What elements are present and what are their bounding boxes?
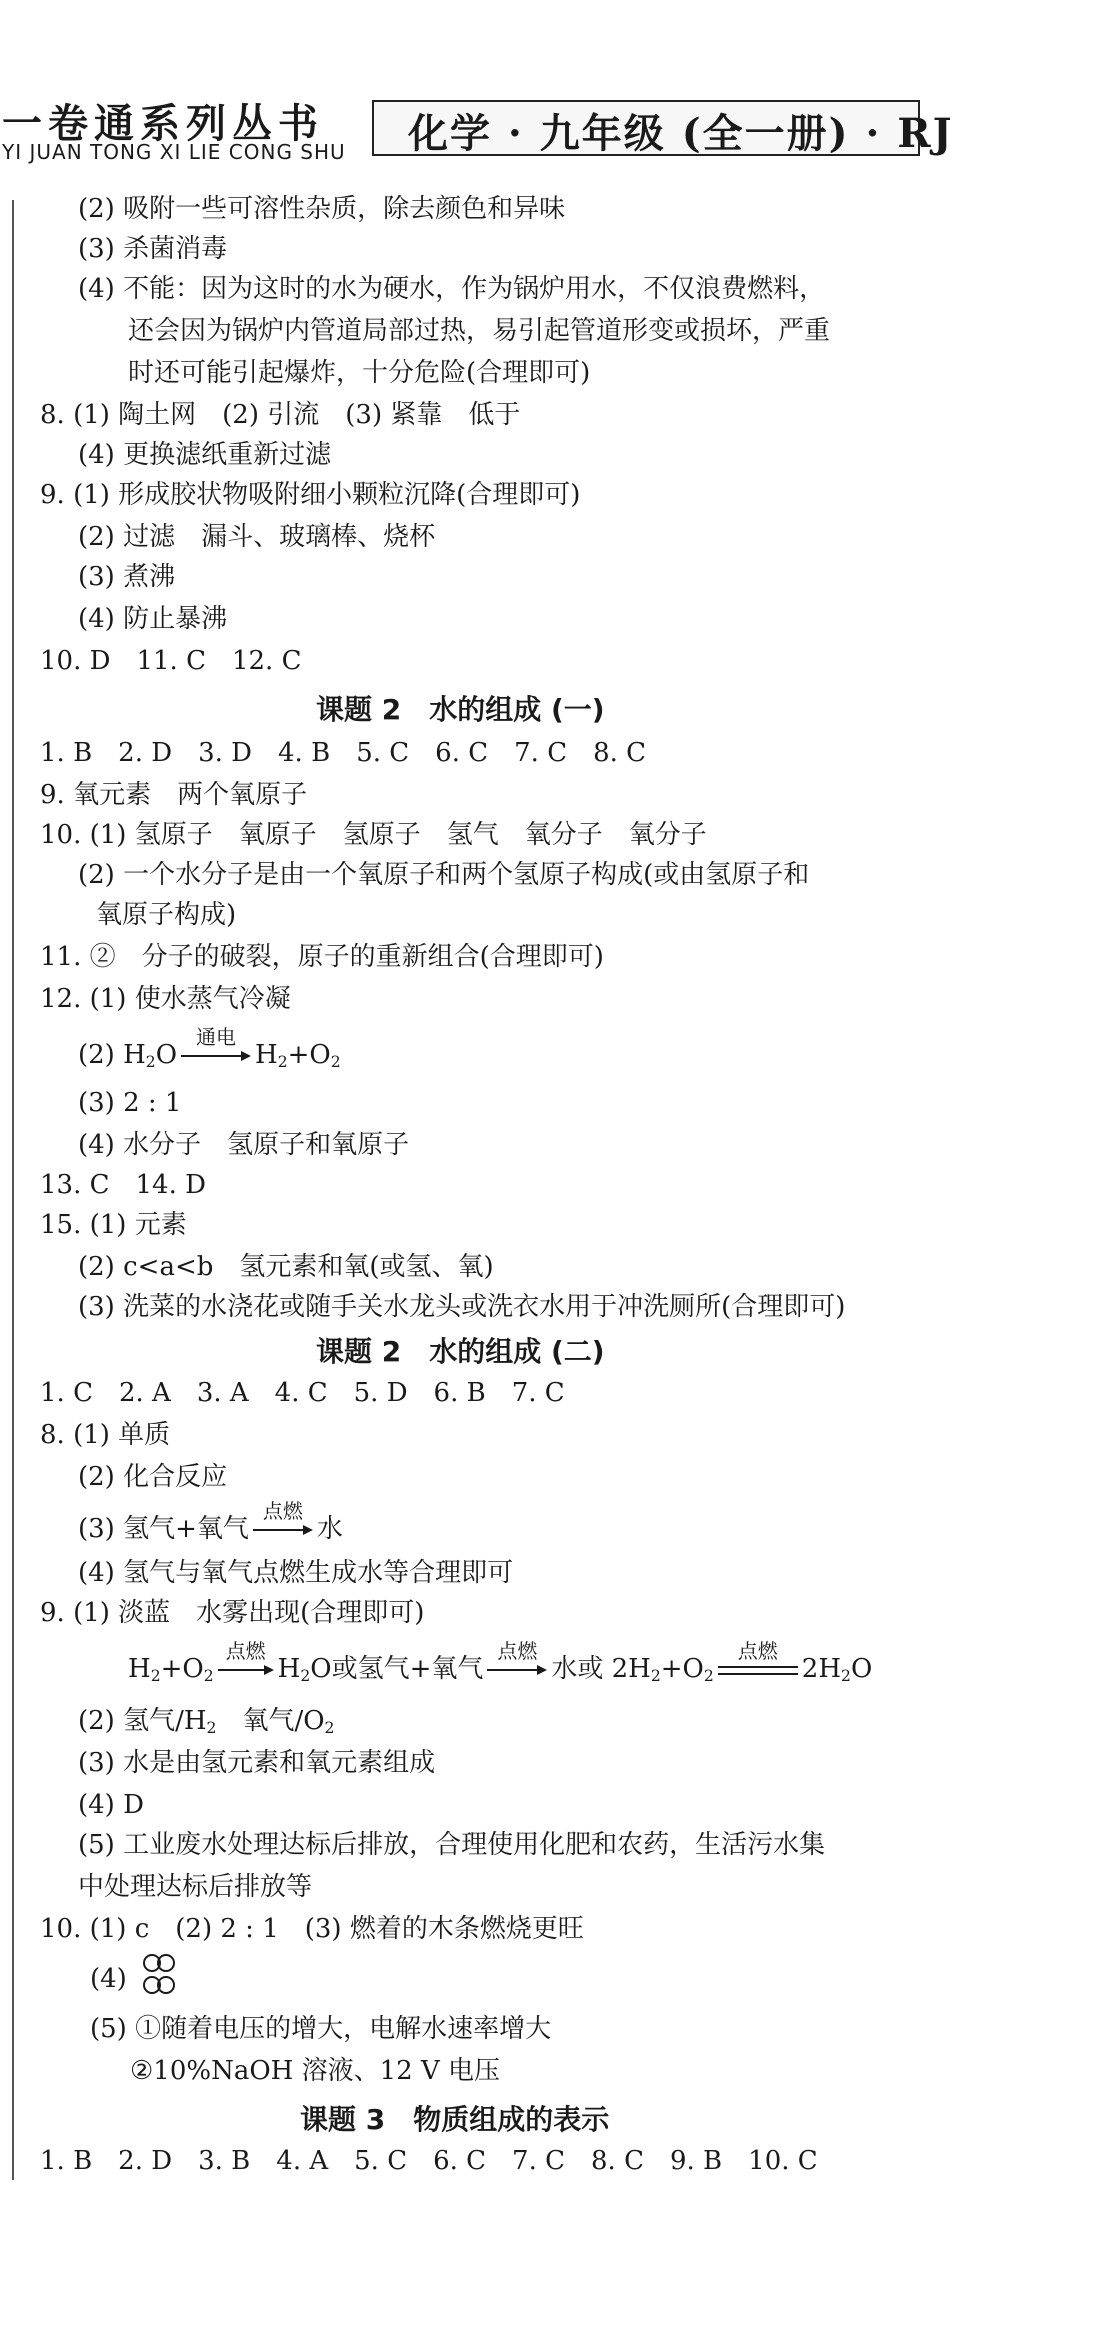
molecule-diagram	[140, 1952, 180, 1996]
answer-line: (4) 更换滤纸重新过滤	[78, 440, 332, 470]
subscript: 2	[206, 1718, 217, 1737]
subscript: 2	[150, 1666, 161, 1685]
answer-line: 1. B 2. D 3. B 4. A 5. C 6. C 7. C 8. C 9. B 10. C	[40, 2146, 818, 2176]
subscript: 2	[145, 1052, 156, 1071]
reaction-condition: 点燃	[262, 1499, 303, 1523]
answer-line: 还会因为锅炉内管道局部过热，易引起管道形变或损坏，严重	[128, 316, 831, 346]
answer-line: 10. (1) c (2) 2 : 1 (3) 燃着的木条燃烧更旺	[40, 1914, 584, 1944]
answer-label: (4)	[90, 1964, 127, 1994]
answer-line: 11. ② 分子的破裂，原子的重新组合(合理即可)	[40, 942, 604, 972]
eq-part: +O	[660, 1654, 704, 1684]
word-equation	[78, 1499, 343, 1546]
eq-part: H	[277, 1654, 301, 1684]
subscript: 2	[203, 1666, 214, 1685]
answer-line: (3) 杀菌消毒	[78, 234, 228, 264]
eq-part: H	[255, 1040, 278, 1070]
answer-line: (2) 一个水分子是由一个氧原子和两个氢原子构成(或由氢原子和	[78, 860, 810, 890]
subscript: 2	[650, 1666, 661, 1685]
answer-line: 9. (1) 淡蓝 水雾出现(合理即可)	[40, 1598, 425, 1628]
answer-line: (5) 工业废水处理达标后排放，合理使用化肥和农药，生活污水集	[78, 1830, 826, 1860]
eq-part: O	[850, 1654, 873, 1684]
reaction-condition: 通电	[196, 1025, 237, 1049]
eq-part: (2) 氢气/H	[78, 1706, 207, 1736]
answer-line: (2) c<a<b 氢元素和氧(或氢、氧)	[78, 1252, 494, 1282]
electrolysis-equation	[78, 1025, 341, 1079]
equals-sign	[718, 1639, 798, 1680]
answer-line: (2) 吸附一些可溶性杂质，除去颜色和异味	[78, 194, 566, 224]
answer-line: 10. (1) 氢原子 氧原子 氢原子 氢气 氧分子 氧分子	[40, 820, 707, 850]
answer-line: (4) 水分子 氢原子和氧原子	[78, 1130, 410, 1160]
eq-part: 水或 2H	[551, 1654, 651, 1684]
answer-line: (4) 氢气与氧气点燃生成水等合理即可	[78, 1558, 514, 1588]
answer-line: (3) 2 : 1	[78, 1088, 182, 1118]
answer-line: 12. (1) 使水蒸气冷凝	[40, 984, 291, 1014]
answer-line: 1. B 2. D 3. D 4. B 5. C 6. C 7. C 8. C	[40, 738, 647, 768]
answer-line: 1. C 2. A 3. A 4. C 5. D 6. B 7. C	[40, 1378, 565, 1408]
section-heading: 课题 2 水的组成 (二)	[316, 1335, 605, 1368]
subscript: 2	[703, 1666, 714, 1685]
answer-line: 9. 氧元素 两个氧原子	[40, 780, 308, 810]
reaction-condition: 点燃	[737, 1639, 778, 1663]
answer-line: (3) 洗菜的水浇花或随手关水龙头或洗衣水用于冲洗厕所(合理即可)	[78, 1292, 846, 1322]
eq-part: (3) 氢气+氧气	[78, 1514, 249, 1544]
page-header	[0, 88, 1115, 166]
answer-line: (4) 防止暴沸	[78, 604, 228, 634]
answer-line: 13. C 14. D	[40, 1170, 206, 1200]
answer-line: 15. (1) 元素	[40, 1210, 187, 1240]
answer-line: 10. D 11. C 12. C	[40, 646, 302, 676]
answer-line: 中处理达标后排放等	[78, 1872, 313, 1902]
subscript: 2	[841, 1666, 851, 1685]
eq-part: H	[128, 1654, 151, 1684]
answer-line: (2) 过滤 漏斗、玻璃棒、烧杯	[78, 522, 436, 552]
answer-line: 9. (1) 形成胶状物吸附细小颗粒沉降(合理即可)	[40, 480, 581, 510]
combustion-equations	[128, 1639, 873, 1693]
margin-rule	[12, 200, 14, 2180]
eq-part: +O	[160, 1654, 204, 1684]
answer-line: 时还可能引起爆炸，十分危险(合理即可)	[128, 358, 591, 388]
eq-part: 2H	[801, 1654, 842, 1684]
subscript: 2	[330, 1052, 341, 1071]
answer-line: 8. (1) 陶土网 (2) 引流 (3) 紧靠 低于	[40, 400, 521, 430]
answer-line: ②10%NaOH 溶液、12 V 电压	[130, 2056, 500, 2086]
answer-line: (4) D	[78, 1790, 144, 1820]
answer-line	[78, 1704, 334, 1745]
answer-line: (2) 化合反应	[78, 1462, 228, 1492]
answer-line: 氧原子构成)	[96, 900, 237, 930]
answer-line: (4) 不能：因为这时的水为硬水，作为锅炉用水，不仅浪费燃料，	[78, 274, 826, 304]
reaction-arrow	[253, 1499, 313, 1540]
eq-part: +O	[287, 1040, 331, 1070]
series-brand-title: 一卷通系列丛书	[2, 100, 324, 147]
answer-line: (3) 煮沸	[78, 562, 176, 592]
section-heading: 课题 2 水的组成 (一)	[316, 693, 605, 726]
series-brand-pinyin: YI JUAN TONG XI LIE CONG SHU	[2, 140, 346, 164]
eq-part: O	[155, 1040, 178, 1070]
answer-line: (5) ①随着电压的增大，电解水速率增大	[90, 2014, 552, 2044]
reaction-condition: 点燃	[497, 1639, 538, 1663]
reaction-arrow	[487, 1639, 547, 1680]
reaction-arrow	[181, 1025, 251, 1066]
answer-line: 8. (1) 单质	[40, 1420, 171, 1450]
subscript: 2	[300, 1666, 311, 1685]
answer-line: (3) 水是由氢元素和氧元素组成	[78, 1748, 436, 1778]
reaction-arrow	[218, 1639, 274, 1680]
eq-part: 水	[316, 1514, 343, 1544]
subscript: 2	[324, 1718, 335, 1737]
subject-title: 化学 · 九年级 (全一册) · RJ	[408, 110, 954, 157]
eq-part: (2) H	[78, 1040, 146, 1070]
section-heading: 课题 3 物质组成的表示	[300, 2103, 610, 2136]
reaction-condition: 点燃	[225, 1639, 266, 1663]
subscript: 2	[277, 1052, 288, 1071]
eq-part: O或氢气+氧气	[310, 1654, 484, 1684]
eq-part: 氧气/O	[242, 1706, 325, 1736]
